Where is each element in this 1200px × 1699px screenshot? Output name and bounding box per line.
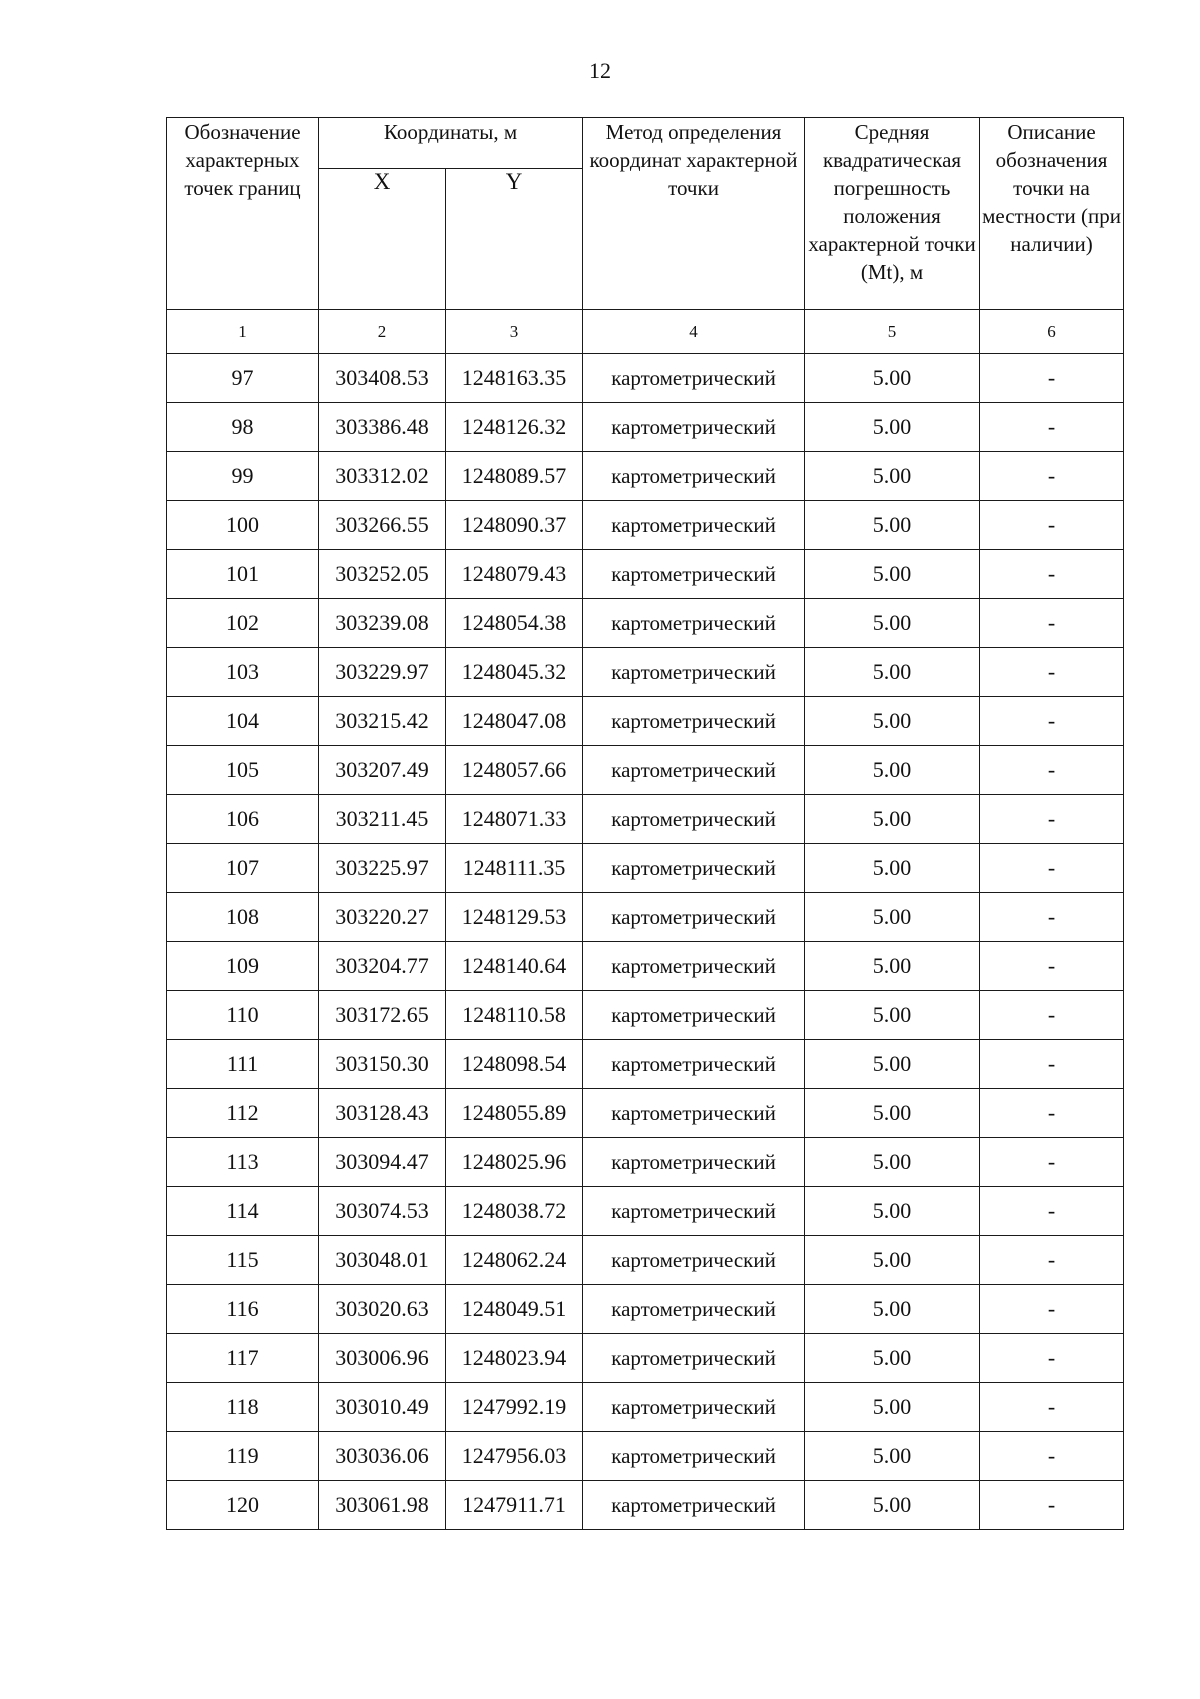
cell-description: - bbox=[980, 1040, 1124, 1089]
cell-y: 1248055.89 bbox=[446, 1089, 583, 1138]
cell-x: 303386.48 bbox=[319, 403, 446, 452]
cell-method: картометрический bbox=[583, 1089, 805, 1138]
cell-method: картометрический bbox=[583, 1383, 805, 1432]
cell-description: - bbox=[980, 991, 1124, 1040]
cell-mean-error: 5.00 bbox=[805, 942, 980, 991]
cell-method: картометрический bbox=[583, 1481, 805, 1530]
cell-mean-error: 5.00 bbox=[805, 1432, 980, 1481]
cell-x: 303312.02 bbox=[319, 452, 446, 501]
cell-point-id: 98 bbox=[167, 403, 319, 452]
cell-point-id: 109 bbox=[167, 942, 319, 991]
cell-x: 303229.97 bbox=[319, 648, 446, 697]
table-row bbox=[167, 1187, 1124, 1236]
cell-y: 1248071.33 bbox=[446, 795, 583, 844]
cell-y: 1248025.96 bbox=[446, 1138, 583, 1187]
cell-description: - bbox=[980, 452, 1124, 501]
cell-point-id: 107 bbox=[167, 844, 319, 893]
cell-y: 1248098.54 bbox=[446, 1040, 583, 1089]
cell-point-id: 103 bbox=[167, 648, 319, 697]
cell-description: - bbox=[980, 1334, 1124, 1383]
cell-x: 303172.65 bbox=[319, 991, 446, 1040]
cell-method: картометрический bbox=[583, 893, 805, 942]
cell-mean-error: 5.00 bbox=[805, 1481, 980, 1530]
cell-description: - bbox=[980, 550, 1124, 599]
table-row bbox=[167, 599, 1124, 648]
cell-y: 1248038.72 bbox=[446, 1187, 583, 1236]
cell-point-id: 104 bbox=[167, 697, 319, 746]
cell-y: 1247956.03 bbox=[446, 1432, 583, 1481]
cell-x: 303150.30 bbox=[319, 1040, 446, 1089]
cell-point-id: 110 bbox=[167, 991, 319, 1040]
table-row bbox=[167, 942, 1124, 991]
table-row bbox=[167, 746, 1124, 795]
cell-point-id: 115 bbox=[167, 1236, 319, 1285]
table-row bbox=[167, 452, 1124, 501]
cell-mean-error: 5.00 bbox=[805, 893, 980, 942]
cell-method: картометрический bbox=[583, 452, 805, 501]
cell-y: 1247911.71 bbox=[446, 1481, 583, 1530]
cell-method: картометрический bbox=[583, 403, 805, 452]
cell-mean-error: 5.00 bbox=[805, 1040, 980, 1089]
cell-y: 1248126.32 bbox=[446, 403, 583, 452]
cell-mean-error: 5.00 bbox=[805, 550, 980, 599]
table-row bbox=[167, 991, 1124, 1040]
cell-y: 1248045.32 bbox=[446, 648, 583, 697]
cell-mean-error: 5.00 bbox=[805, 1236, 980, 1285]
header-y: Y bbox=[446, 169, 583, 310]
cell-description: - bbox=[980, 1187, 1124, 1236]
cell-x: 303239.08 bbox=[319, 599, 446, 648]
cell-y: 1248079.43 bbox=[446, 550, 583, 599]
cell-y: 1248023.94 bbox=[446, 1334, 583, 1383]
cell-description: - bbox=[980, 1383, 1124, 1432]
cell-description: - bbox=[980, 1236, 1124, 1285]
cell-method: картометрический bbox=[583, 795, 805, 844]
cell-x: 303266.55 bbox=[319, 501, 446, 550]
table-row bbox=[167, 550, 1124, 599]
cell-description: - bbox=[980, 942, 1124, 991]
cell-mean-error: 5.00 bbox=[805, 1334, 980, 1383]
cell-mean-error: 5.00 bbox=[805, 697, 980, 746]
table-row bbox=[167, 844, 1124, 893]
cell-x: 303010.49 bbox=[319, 1383, 446, 1432]
column-number: 2 bbox=[319, 310, 446, 354]
cell-y: 1248090.37 bbox=[446, 501, 583, 550]
cell-x: 303006.96 bbox=[319, 1334, 446, 1383]
table-row bbox=[167, 1334, 1124, 1383]
table-row bbox=[167, 1432, 1124, 1481]
cell-method: картометрический bbox=[583, 991, 805, 1040]
cell-mean-error: 5.00 bbox=[805, 844, 980, 893]
cell-description: - bbox=[980, 1432, 1124, 1481]
cell-mean-error: 5.00 bbox=[805, 1285, 980, 1334]
cell-y: 1248047.08 bbox=[446, 697, 583, 746]
cell-x: 303048.01 bbox=[319, 1236, 446, 1285]
cell-point-id: 116 bbox=[167, 1285, 319, 1334]
cell-x: 303252.05 bbox=[319, 550, 446, 599]
cell-description: - bbox=[980, 1089, 1124, 1138]
cell-point-id: 111 bbox=[167, 1040, 319, 1089]
cell-x: 303128.43 bbox=[319, 1089, 446, 1138]
cell-method: картометрический bbox=[583, 1432, 805, 1481]
cell-description: - bbox=[980, 1481, 1124, 1530]
cell-method: картометрический bbox=[583, 1285, 805, 1334]
coordinates-table bbox=[166, 117, 1124, 1530]
table-row bbox=[167, 354, 1124, 403]
header-description: Описание обозначения точки на местности (при наличии) bbox=[980, 118, 1124, 310]
cell-mean-error: 5.00 bbox=[805, 795, 980, 844]
cell-description: - bbox=[980, 1285, 1124, 1334]
cell-y: 1248110.58 bbox=[446, 991, 583, 1040]
cell-description: - bbox=[980, 893, 1124, 942]
cell-mean-error: 5.00 bbox=[805, 354, 980, 403]
cell-mean-error: 5.00 bbox=[805, 501, 980, 550]
cell-mean-error: 5.00 bbox=[805, 1089, 980, 1138]
cell-x: 303036.06 bbox=[319, 1432, 446, 1481]
column-number: 5 bbox=[805, 310, 980, 354]
cell-method: картометрический bbox=[583, 599, 805, 648]
cell-method: картометрический bbox=[583, 550, 805, 599]
cell-description: - bbox=[980, 795, 1124, 844]
cell-point-id: 97 bbox=[167, 354, 319, 403]
cell-y: 1248054.38 bbox=[446, 599, 583, 648]
cell-point-id: 114 bbox=[167, 1187, 319, 1236]
cell-x: 303020.63 bbox=[319, 1285, 446, 1334]
cell-y: 1248140.64 bbox=[446, 942, 583, 991]
cell-description: - bbox=[980, 648, 1124, 697]
cell-y: 1248129.53 bbox=[446, 893, 583, 942]
table-body bbox=[167, 310, 1124, 1530]
cell-y: 1248089.57 bbox=[446, 452, 583, 501]
cell-method: картометрический bbox=[583, 648, 805, 697]
cell-y: 1248049.51 bbox=[446, 1285, 583, 1334]
cell-point-id: 113 bbox=[167, 1138, 319, 1187]
cell-x: 303074.53 bbox=[319, 1187, 446, 1236]
table-row bbox=[167, 1040, 1124, 1089]
table-row bbox=[167, 501, 1124, 550]
table-row bbox=[167, 648, 1124, 697]
column-number: 1 bbox=[167, 310, 319, 354]
column-number: 4 bbox=[583, 310, 805, 354]
cell-point-id: 100 bbox=[167, 501, 319, 550]
cell-point-id: 112 bbox=[167, 1089, 319, 1138]
table-row bbox=[167, 1481, 1124, 1530]
cell-mean-error: 5.00 bbox=[805, 1138, 980, 1187]
cell-mean-error: 5.00 bbox=[805, 452, 980, 501]
table-row bbox=[167, 697, 1124, 746]
table-row bbox=[167, 893, 1124, 942]
cell-y: 1247992.19 bbox=[446, 1383, 583, 1432]
cell-method: картометрический bbox=[583, 1236, 805, 1285]
cell-description: - bbox=[980, 403, 1124, 452]
cell-x: 303408.53 bbox=[319, 354, 446, 403]
cell-description: - bbox=[980, 697, 1124, 746]
cell-point-id: 120 bbox=[167, 1481, 319, 1530]
cell-point-id: 119 bbox=[167, 1432, 319, 1481]
table-row bbox=[167, 1383, 1124, 1432]
cell-x: 303207.49 bbox=[319, 746, 446, 795]
cell-method: картометрический bbox=[583, 1187, 805, 1236]
cell-x: 303215.42 bbox=[319, 697, 446, 746]
cell-method: картометрический bbox=[583, 1138, 805, 1187]
cell-description: - bbox=[980, 599, 1124, 648]
cell-point-id: 105 bbox=[167, 746, 319, 795]
cell-mean-error: 5.00 bbox=[805, 1187, 980, 1236]
cell-mean-error: 5.00 bbox=[805, 403, 980, 452]
header-mean-error: Средняя квадратическая погрешность положения характерной точки (Mt), м bbox=[805, 118, 980, 310]
cell-method: картометрический bbox=[583, 354, 805, 403]
header-x: X bbox=[319, 169, 446, 310]
table-header bbox=[167, 118, 1124, 310]
table-row bbox=[167, 403, 1124, 452]
cell-method: картометрический bbox=[583, 1334, 805, 1383]
page-number: 12 bbox=[589, 58, 611, 83]
column-number: 3 bbox=[446, 310, 583, 354]
cell-point-id: 99 bbox=[167, 452, 319, 501]
table-row bbox=[167, 795, 1124, 844]
cell-y: 1248111.35 bbox=[446, 844, 583, 893]
cell-x: 303204.77 bbox=[319, 942, 446, 991]
cell-point-id: 118 bbox=[167, 1383, 319, 1432]
cell-method: картометрический bbox=[583, 501, 805, 550]
table-row bbox=[167, 1089, 1124, 1138]
column-number: 6 bbox=[980, 310, 1124, 354]
cell-x: 303225.97 bbox=[319, 844, 446, 893]
header-coordinates: Координаты, м bbox=[319, 118, 583, 169]
table-row bbox=[167, 1236, 1124, 1285]
column-number-row bbox=[167, 310, 1124, 354]
cell-point-id: 101 bbox=[167, 550, 319, 599]
cell-description: - bbox=[980, 1138, 1124, 1187]
cell-description: - bbox=[980, 354, 1124, 403]
table-row bbox=[167, 1138, 1124, 1187]
cell-mean-error: 5.00 bbox=[805, 991, 980, 1040]
cell-y: 1248163.35 bbox=[446, 354, 583, 403]
cell-mean-error: 5.00 bbox=[805, 1383, 980, 1432]
cell-point-id: 108 bbox=[167, 893, 319, 942]
cell-y: 1248062.24 bbox=[446, 1236, 583, 1285]
cell-x: 303220.27 bbox=[319, 893, 446, 942]
cell-y: 1248057.66 bbox=[446, 746, 583, 795]
cell-description: - bbox=[980, 844, 1124, 893]
cell-method: картометрический bbox=[583, 844, 805, 893]
cell-mean-error: 5.00 bbox=[805, 599, 980, 648]
cell-x: 303094.47 bbox=[319, 1138, 446, 1187]
cell-x: 303061.98 bbox=[319, 1481, 446, 1530]
cell-point-id: 117 bbox=[167, 1334, 319, 1383]
header-method: Метод определения координат характерной точки bbox=[583, 118, 805, 310]
cell-method: картометрический bbox=[583, 1040, 805, 1089]
cell-method: картометрический bbox=[583, 697, 805, 746]
cell-point-id: 102 bbox=[167, 599, 319, 648]
cell-mean-error: 5.00 bbox=[805, 648, 980, 697]
cell-x: 303211.45 bbox=[319, 795, 446, 844]
cell-point-id: 106 bbox=[167, 795, 319, 844]
header-point-designation: Обозначение характерных точек границ bbox=[167, 118, 319, 310]
cell-description: - bbox=[980, 501, 1124, 550]
cell-mean-error: 5.00 bbox=[805, 746, 980, 795]
cell-description: - bbox=[980, 746, 1124, 795]
cell-method: картометрический bbox=[583, 942, 805, 991]
cell-method: картометрический bbox=[583, 746, 805, 795]
table-row bbox=[167, 1285, 1124, 1334]
